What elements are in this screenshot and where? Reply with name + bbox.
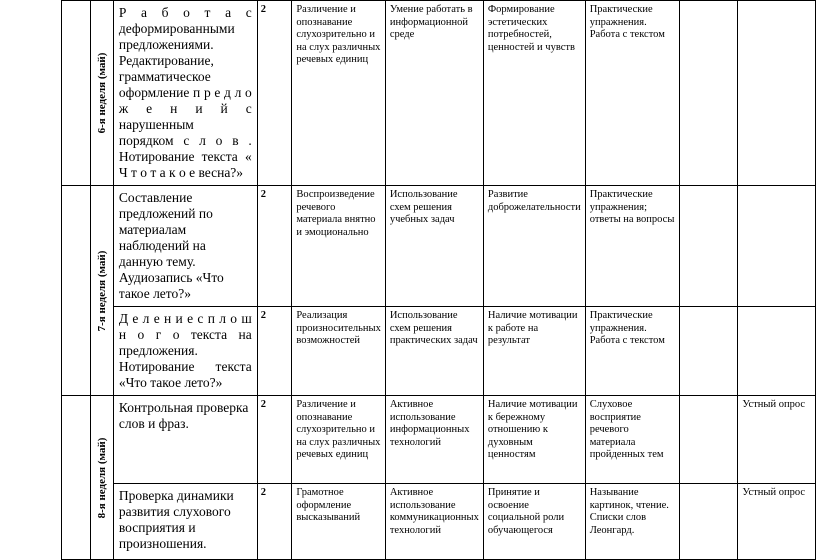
hours-cell: 2 [257, 186, 292, 307]
week-cell [91, 1, 114, 186]
week-cell [91, 186, 114, 396]
activity-cell: Практические упражнения; ответы на вопросы [585, 186, 680, 307]
personal-skill-cell: Наличие мотивации к работе на результат [483, 307, 585, 396]
hours-cell: 2 [257, 484, 292, 560]
week-label: 7-я неделя (май) [95, 250, 108, 331]
index-cell [62, 396, 91, 560]
control-cell: Устный опрос [738, 484, 816, 560]
speech-skill-cell: Различение и опознавание слухозрительно и на слух различных речевых единиц [292, 1, 386, 186]
hours-cell: 2 [257, 1, 292, 186]
table-row [62, 1, 816, 186]
hours-cell: 2 [257, 396, 292, 484]
speech-skill-cell: Реализация произносительных возможностей [292, 307, 386, 396]
table-row [62, 484, 816, 560]
index-cell [62, 1, 91, 186]
speech-skill-cell: Различение и опознавание слухозрительно и на слух различных речевых единиц [292, 396, 386, 484]
week-cell [91, 396, 114, 560]
meta-skill-cell: Использование схем решения практических задач [385, 307, 483, 396]
lesson-topic: Д е л е н и е с п л о ш н о г о текста на предложения. Нотирование текста «Что такое лето?» [113, 307, 257, 396]
spacer-cell [680, 396, 738, 484]
personal-skill-cell: Наличие мотивации к бережному отношению к духовным ценностям [483, 396, 585, 484]
spacer-cell [680, 1, 738, 186]
spacer-cell [680, 484, 738, 560]
activity-cell: Называние картинок, чтение. Списки слов Леонгард. [585, 484, 680, 560]
table-row [62, 307, 816, 396]
control-cell [738, 186, 816, 307]
control-cell: Устный опрос [738, 396, 816, 484]
spacer-cell [680, 186, 738, 307]
meta-skill-cell: Использование схем решения учебных задач [385, 186, 483, 307]
activity-cell: Практические упражнения. Работа с текстом [585, 1, 680, 186]
control-cell [738, 1, 816, 186]
speech-skill-cell: Воспроизведение речевого материала внятно и эмоционально [292, 186, 386, 307]
meta-skill-cell: Умение работать в информационной среде [385, 1, 483, 186]
index-cell [62, 186, 91, 396]
speech-skill-cell: Грамотное оформление высказываний [292, 484, 386, 560]
spacer-cell [680, 307, 738, 396]
activity-cell: Слуховое восприятие речевого материала пройденных тем [585, 396, 680, 484]
table-row [62, 396, 816, 484]
week-label: 8-я неделя (май) [95, 437, 108, 518]
lesson-topic: Проверка динамики развития слухового восприятия и произношения. [113, 484, 257, 560]
lesson-topic: Р а б о т а с деформированными предложениями. Редактирование, грамматическое оформление п р е д л о ж е н и й с нарушенным порядком с л о в . Нотирование текста « Ч т о т а к о е весна?» [113, 1, 257, 186]
control-cell [738, 307, 816, 396]
meta-skill-cell: Активное использование информационных технологий [385, 396, 483, 484]
activity-cell: Практические упражнения. Работа с текстом [585, 307, 680, 396]
table-row [62, 186, 816, 307]
meta-skill-cell: Активное использование коммуникационных технологий [385, 484, 483, 560]
lesson-topic: Составление предложений по материалам наблюдений на данную тему. Аудиозапись «Что такое лето?» [113, 186, 257, 307]
hours-cell: 2 [257, 307, 292, 396]
week-label: 6-я неделя (май) [95, 52, 108, 134]
curriculum-table [61, 0, 816, 560]
personal-skill-cell: Принятие и освоение социальной роли обучающегося [483, 484, 585, 560]
personal-skill-cell: Формирование эстетических потребностей, ценностей и чувств [483, 1, 585, 186]
personal-skill-cell: Развитие доброжелательности [483, 186, 585, 307]
lesson-topic: Контрольная проверка слов и фраз. [113, 396, 257, 484]
